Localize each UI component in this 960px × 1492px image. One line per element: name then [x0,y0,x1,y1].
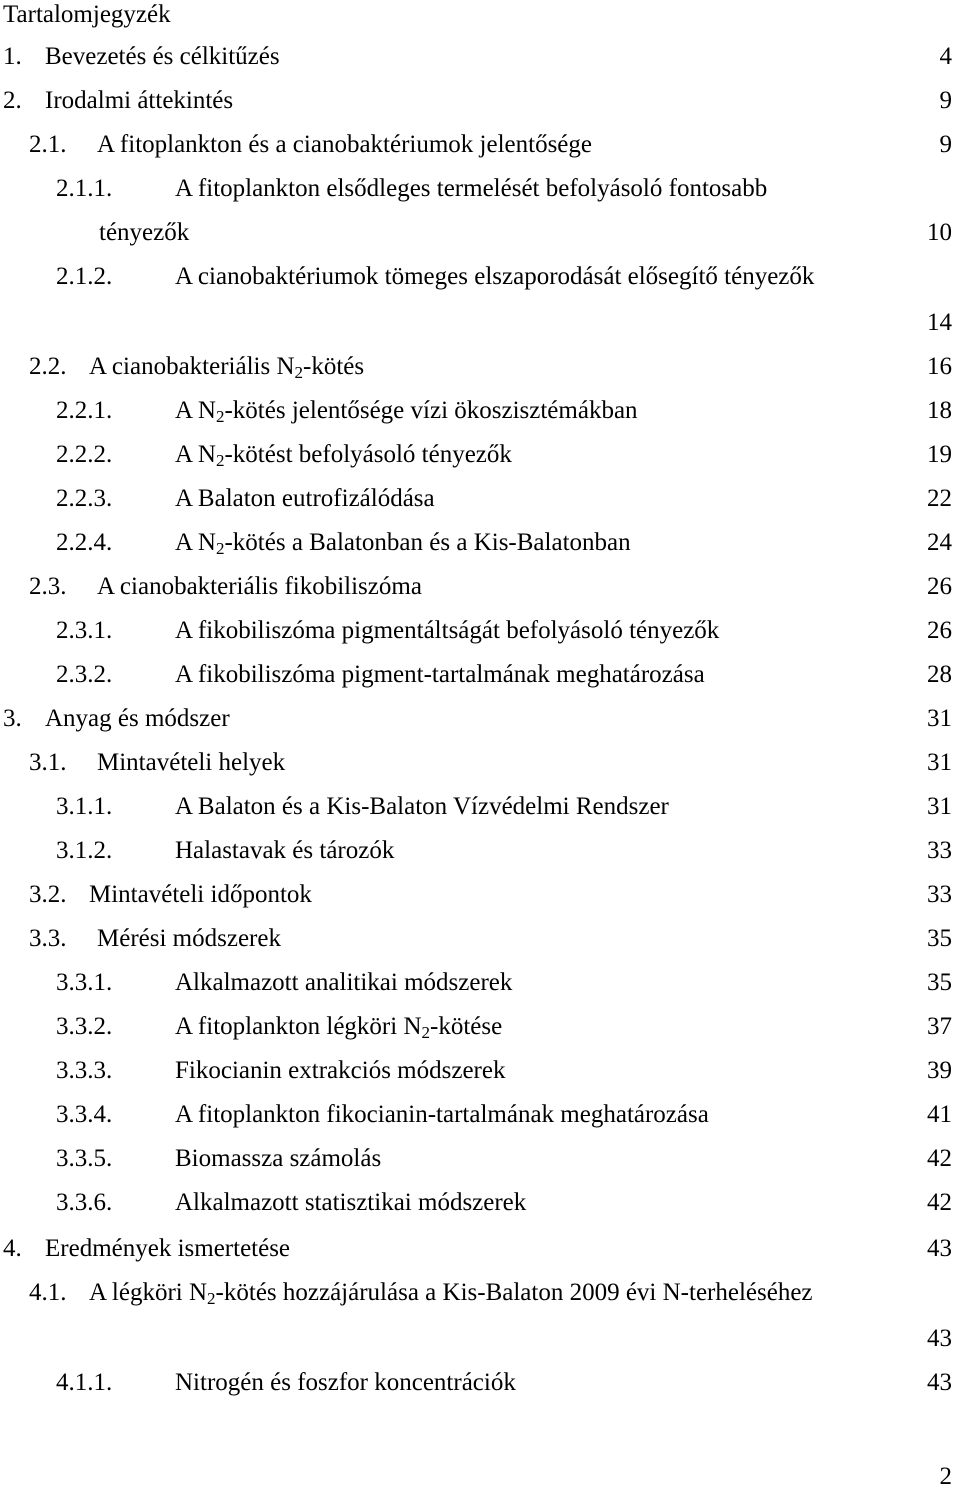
toc-entry[interactable] [0,660,960,690]
toc-entry[interactable] [0,440,960,470]
toc-entry-number: 2.2.4. [56,529,113,556]
toc-entry-number: 1. [3,43,22,70]
toc-entry-page: 24 [927,529,952,556]
toc-entry-page: 33 [927,837,952,864]
toc-entry-title: A Balaton és a Kis-Balaton Vízvédelmi Rendszer [175,793,669,820]
toc-entry-number: 2.2.2. [56,441,113,468]
toc-entry-number: 2.3.2. [56,661,113,688]
toc-entry-page: 35 [927,925,952,952]
toc-entry-title: Fikocianin extrakciós módszerek [175,1057,506,1084]
toc-entry-page: 41 [927,1101,952,1128]
toc-entry-number: 3. [3,705,22,732]
toc-entry-number: 2. [3,87,22,114]
toc-entry[interactable] [0,572,960,602]
toc-entry-page: 9 [939,131,952,158]
toc-entry[interactable] [0,1012,960,1042]
toc-entry[interactable] [0,924,960,954]
toc-entry-number: 3.3.1. [56,969,113,996]
toc-entry-page: 18 [927,397,952,424]
toc-entry-number: 2.1. [29,131,67,158]
toc-entry-page: 35 [927,969,952,996]
toc-entry-page: 42 [927,1145,952,1172]
toc-entry[interactable] [0,352,960,382]
toc-entry-page: 10 [927,219,952,246]
toc-entry-page: 33 [927,881,952,908]
toc-entry-number: 2.2.3. [56,485,113,512]
toc-entry-title: A fitoplankton és a cianobaktériumok jelentősége [97,131,592,158]
toc-entry-number: 2.1.1. [56,175,113,202]
toc-entry-title: A fikobiliszóma pigmentáltságát befolyásoló tényezők [175,617,720,644]
toc-entry-title: A fitoplankton légköri $N_2$-kötése [175,1013,503,1042]
toc-entry-title: Mintavételi helyek [97,749,286,776]
toc-entry-title: A fitoplankton fikocianin-tartalmának meghatározása [175,1101,709,1128]
toc-entry[interactable] [0,86,960,116]
toc-entry[interactable] [0,616,960,646]
toc-entry[interactable] [0,748,960,778]
toc-entry-number: 4.1. [29,1279,67,1306]
toc-entry-title: Alkalmazott statisztikai módszerek [175,1189,527,1216]
toc-entry[interactable] [0,130,960,160]
toc-entry-page: 43 [927,1235,952,1262]
toc-entry[interactable] [0,262,960,336]
toc-entry[interactable] [0,174,960,248]
toc-entry[interactable] [0,1234,960,1264]
toc-entry-page: 16 [927,353,952,380]
toc-entry-page: 39 [927,1057,952,1084]
toc-entry-title: Nitrogén és foszfor koncentrációk [175,1369,516,1396]
toc-entry[interactable] [0,484,960,514]
toc-entry[interactable] [0,1368,960,1398]
toc-entry-title: Bevezetés és célkitűzés [45,43,280,70]
toc-entry-title: A cianobakteriális fikobiliszóma [97,573,422,600]
toc-entry[interactable] [0,704,960,734]
toc-entry-number: 2.2. [29,353,67,380]
toc-entry[interactable] [0,1056,960,1086]
toc-entry-title: Alkalmazott analitikai módszerek [175,969,513,996]
toc-entry-title: A Balaton eutrofizálódása [175,485,435,512]
toc-entry[interactable] [0,1278,960,1352]
toc-entry-page: 19 [927,441,952,468]
toc-entry-page: 43 [927,1325,952,1352]
toc-entry-page: 26 [927,573,952,600]
toc-entry-title: A $N_2$-kötést befolyásoló tényezők [175,441,512,470]
toc-entry-number: 2.1.2. [56,263,113,290]
toc-entry-number: 2.3.1. [56,617,113,644]
toc-entry-title: A $N_2$-kötés a Balatonban és a Kis-Balatonban [175,529,631,558]
toc-entry-title: A cianobaktériumok tömeges elszaporodását elősegítő tényezők [175,263,815,290]
toc-entry-number: 2.3. [29,573,67,600]
toc-entry[interactable] [0,968,960,998]
toc-entry-page: 22 [927,485,952,512]
toc-entry-page: 37 [927,1013,952,1040]
toc-entry-page: 9 [939,87,952,114]
toc-entry-number: 3.1.1. [56,793,113,820]
toc-entry-number: 3.1.2. [56,837,113,864]
toc-entry-title: Halastavak és tározók [175,837,395,864]
page-number: 2 [939,1463,952,1490]
toc-entry[interactable] [0,1144,960,1174]
toc-entry[interactable] [0,880,960,910]
toc-entry-title: Mérési módszerek [97,925,281,952]
toc-entry-number: 3.3.3. [56,1057,113,1084]
toc-entry-title: A cianobakteriális $N_2$-kötés [89,353,365,382]
toc-entry-number: 3.3.4. [56,1101,113,1128]
toc-entry[interactable] [0,1188,960,1218]
toc-entry-number: 2.2.1. [56,397,113,424]
toc-entry-page: 42 [927,1189,952,1216]
toc-entry-number: 3.3. [29,925,67,952]
toc-entry-title: A légköri $N_2$-kötés hozzájárulása a Kis-Balaton 2009 évi N-terheléséhez [89,1279,813,1308]
toc-entry-number: 3.3.5. [56,1145,113,1172]
toc-entry[interactable] [0,792,960,822]
toc-entry-number: 4. [3,1235,22,1262]
toc-entry-title-continuation: tényezők [99,219,190,246]
toc-entry-title: Eredmények ismertetése [45,1235,291,1262]
toc-entry-page: 31 [927,793,952,820]
toc-entry-number: 3.3.6. [56,1189,113,1216]
toc-entry-title: Irodalmi áttekintés [45,87,234,114]
toc-entry-page: 26 [927,617,952,644]
toc-entry[interactable] [0,396,960,426]
toc-entry-title: Anyag és módszer [45,705,230,732]
toc-entry-title: A fikobiliszóma pigment-tartalmának meghatározása [175,661,705,688]
toc-heading: Tartalomjegyzék [3,1,171,28]
toc-entry-page: 43 [927,1369,952,1396]
toc-entry-page: 4 [939,43,952,70]
toc-entry-number: 3.1. [29,749,67,776]
toc-entry-number: 3.3.2. [56,1013,113,1040]
toc-entry-number: 3.2. [29,881,67,908]
toc-entry-title: A $N_2$-kötés jelentősége vízi ökoszisztémákban [175,397,638,426]
toc-entry-number: 4.1.1. [56,1369,113,1396]
toc-entry[interactable] [0,528,960,558]
toc-entry-page: 31 [927,749,952,776]
toc-entry-page: 28 [927,661,952,688]
toc-entry[interactable] [0,836,960,866]
toc-entry[interactable] [0,1100,960,1130]
toc-entry-page: 31 [927,705,952,732]
toc-entry-page: 14 [927,309,952,336]
toc-entry-title: Mintavételi időpontok [89,881,312,908]
toc-entry-title: Biomassza számolás [175,1145,382,1172]
toc-entry[interactable] [0,42,960,72]
toc-entry-title: A fitoplankton elsődleges termelését befolyásoló fontosabb [175,175,768,202]
